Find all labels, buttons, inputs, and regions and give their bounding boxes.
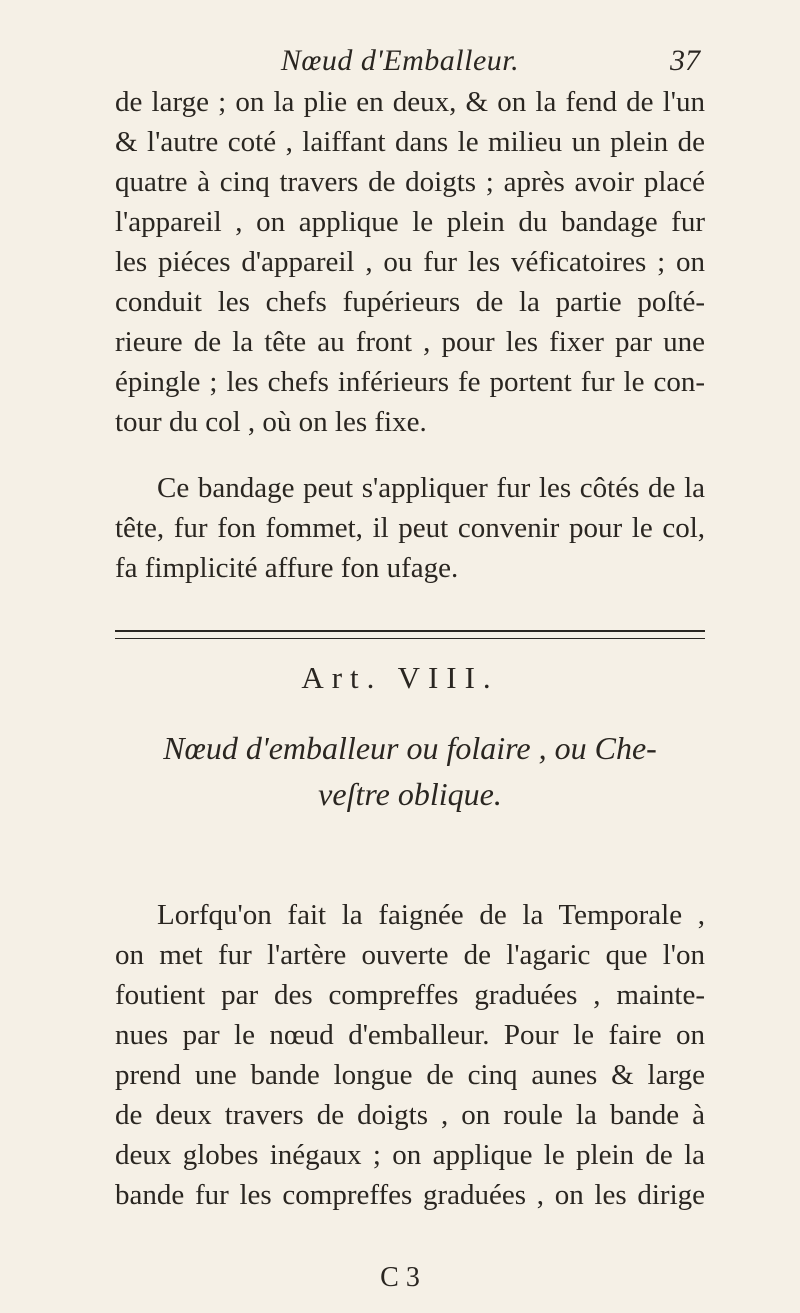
article-number: Art. VIII. xyxy=(301,660,499,695)
section-heading xyxy=(115,725,705,817)
signature-mark: C 3 xyxy=(380,1262,420,1293)
text-line: tête, fur fon fommet, il peut convenir pour le col, xyxy=(115,512,705,544)
section-divider xyxy=(115,630,705,639)
heading-line: Nœud d'emballeur ou folaire , ou Che- xyxy=(163,730,657,766)
text-line: de deux travers de doigts , on roule la bande à xyxy=(115,1099,705,1131)
text-line: Lorfqu'on fait la faignée de la Temporale , xyxy=(157,899,705,931)
running-head xyxy=(0,40,800,80)
text-line: tour du col , où on les fixe. xyxy=(115,406,427,438)
text-line: épingle ; les chefs inférieurs fe portent fur le con- xyxy=(115,366,705,398)
page-number: 37 xyxy=(670,44,700,77)
text-line: deux globes inégaux ; on applique le plein de la xyxy=(115,1139,705,1171)
heading-line: veſtre oblique. xyxy=(318,776,502,812)
text-line: Ce bandage peut s'appliquer fur les côtés de la xyxy=(157,472,705,504)
paragraph-3 xyxy=(115,895,705,1215)
text-line: foutient par des compreffes graduées , mainte- xyxy=(115,979,705,1011)
text-line: prend une bande longue de cinq aunes & large xyxy=(115,1059,705,1091)
text-line: conduit les chefs fupérieurs de la partie poſté- xyxy=(115,286,705,318)
paragraph-2 xyxy=(115,468,705,588)
text-line: l'appareil , on applique le plein du bandage fur xyxy=(115,206,705,238)
text-line: & l'autre coté , laiffant dans le milieu un plein de xyxy=(115,126,705,158)
text-line: bande fur les compreffes graduées , on les dirige xyxy=(115,1179,705,1211)
text-line: nues par le nœud d'emballeur. Pour le faire on xyxy=(115,1019,705,1051)
text-line: de large ; on la plie en deux, & on la fend de l'un xyxy=(115,86,705,118)
paragraph-1 xyxy=(115,82,705,442)
text-line: les piéces d'appareil , ou fur les véficatoires ; on xyxy=(115,246,705,278)
text-line: on met fur l'artère ouverte de l'agaric que l'on xyxy=(115,939,705,971)
running-head-title: Nœud d'Emballeur. xyxy=(280,44,520,77)
text-line: rieure de la tête au front , pour les fixer par une xyxy=(115,326,705,358)
text-line: fa fimplicité affure fon ufage. xyxy=(115,552,459,584)
text-line: quatre à cinq travers de doigts ; après avoir placé xyxy=(115,166,705,198)
